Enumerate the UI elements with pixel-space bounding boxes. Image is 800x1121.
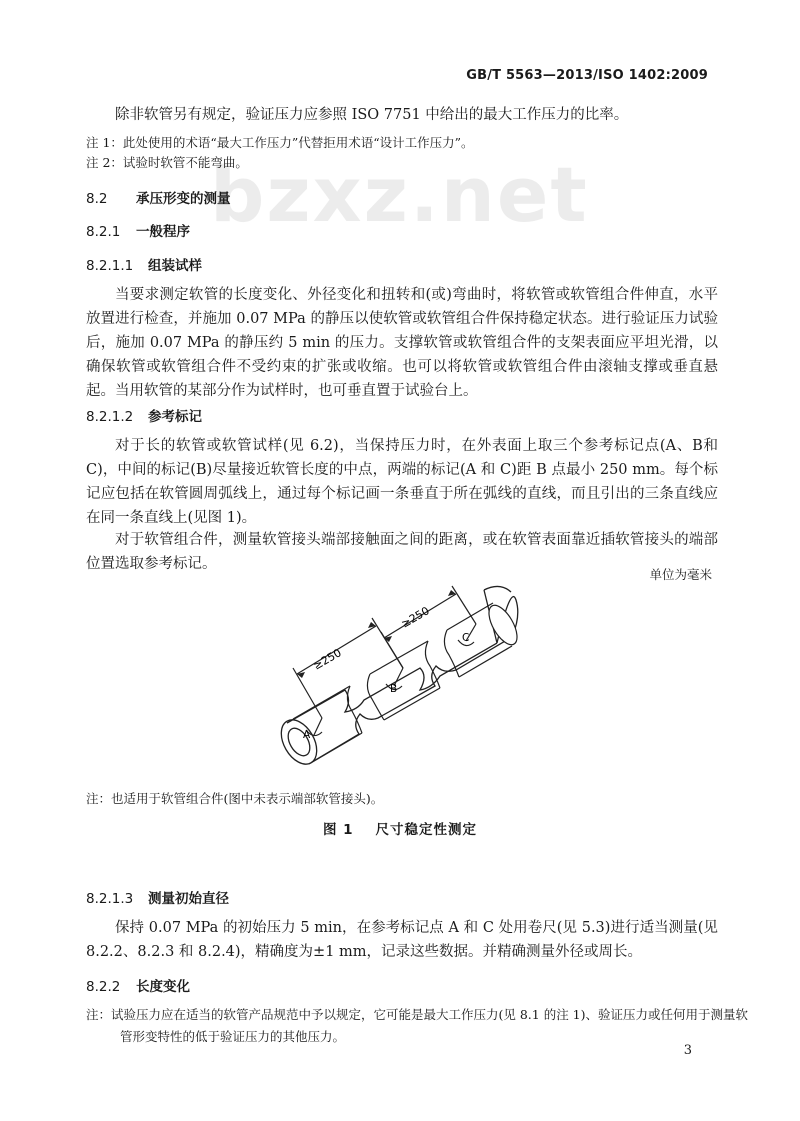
watermark: bzxz.net — [210, 150, 589, 239]
reference-marks-paragraph-2: 对于软管组合件，测量软管接头端部接触面之间的距离，或在软管表面靠近插软管接头的端部位置选取参考标记。 — [86, 532, 718, 572]
mark-label-c: C — [462, 632, 470, 644]
mark-label-a: A — [303, 729, 311, 741]
section-number: 8.2.1.2 — [86, 409, 134, 425]
intro-paragraph: 除非软管另有规定，验证压力应参照 ISO 7751 中给出的最大工作压力的比率。 — [115, 107, 629, 123]
section-title: 测量初始直径 — [148, 891, 229, 907]
dimension-label-ab: ≥250 — [311, 646, 344, 673]
section-title: 承压形变的测量 — [136, 191, 231, 207]
unit-label: 单位为毫米 — [649, 567, 712, 582]
figure-note: 注：也适用于软管组合件(图中未表示端部软管接头)。 — [86, 791, 384, 806]
section-title: 参考标记 — [148, 409, 202, 425]
reference-marks-paragraph-1: 对于长的软管或软管试样(见 6.2)，当保持压力时，在外表面上取三个参考标记点(A、B和 C)，中间的标记(B)尽量接近软管长度的中点，两端的标记(A 和 C)距 B 点最小 250 mm。每个标记应包括在软管圆周弧线上，通过每个标记画一条垂直于所在弧线的直线，而且引出的三条直线应在同一条直线上(见图 1)。 — [86, 438, 718, 526]
note-1: 注 1：此处使用的术语“最大工作压力”代替拒用术语“设计工作压力”。 — [86, 135, 474, 150]
section-title: 组装试样 — [148, 258, 202, 274]
note-2: 注 2：试验时软管不能弯曲。 — [86, 155, 248, 170]
section-number: 8.2.1.3 — [86, 891, 134, 907]
length-change-note: 注：试验压力应在适当的软管产品规范中予以规定，它可能是最大工作压力(见 8.1 的注 1)、验证压力或任何用于测量软管形变特性的低于验证压力的其他压力。 — [86, 1007, 749, 1044]
section-number: 8.2.1 — [86, 224, 121, 240]
section-title: 长度变化 — [136, 979, 190, 995]
initial-diameter-paragraph: 保持 0.07 MPa 的初始压力 5 min，在参考标记点 A 和 C 处用卷尺(见 5.3)进行适当测量(见 8.2.2、8.2.3 和 8.2.4)，精确度为±1 mm，记录这些数据。并精确测量外径或周长。 — [86, 920, 718, 960]
section-8-2-2-heading — [86, 975, 190, 995]
assembly-paragraph: 当要求测定软管的长度变化、外径变化和扭转和(或)弯曲时，将软管或软管组合件伸直，水平放置进行检查，并施加 0.07 MPa 的静压以使软管或软管组合件保持稳定状态。进行验证压力试验后，施加 0.07 MPa 的静压约 5 min 的压力。支撑软管或软管组合件的支架表面应平坦光滑，以确保软管或软管组合件不受约束的扩张或收缩。也可以将软管或软管组合件由滚轴支撑或垂直悬起。当用软管的某部分作为试样时，也可垂直置于试验台上。 — [86, 287, 718, 399]
standard-id-header: GB/T 5563—2013/ISO 1402:2009 — [466, 68, 708, 83]
figure-caption — [0, 818, 800, 838]
page-number: 3 — [683, 1043, 692, 1058]
dimension-label-bc: ≥250 — [399, 604, 432, 631]
mark-label-b: B — [390, 683, 398, 695]
section-title: 一般程序 — [136, 224, 190, 240]
section-number: 8.2.2 — [86, 979, 121, 995]
section-number: 8.2.1.1 — [86, 258, 134, 274]
section-number: 8.2 — [86, 191, 108, 207]
section-8-2-1-3-heading — [86, 887, 229, 907]
figure-number: 图 1 — [322, 822, 354, 838]
figure-title: 尺寸稳定性测定 — [375, 822, 478, 838]
